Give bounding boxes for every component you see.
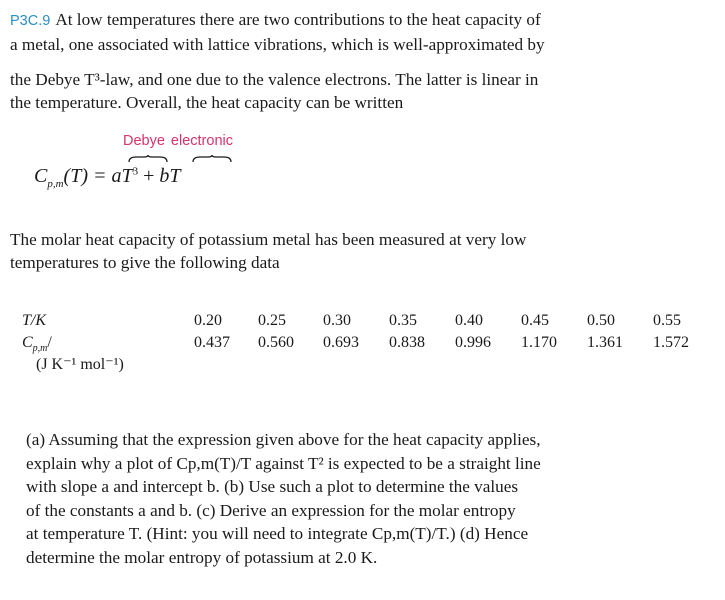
data-intro: [10, 228, 710, 274]
question-line-6: determine the molar entropy of potassium at 2.0 K.: [26, 547, 378, 567]
intro-line-3: the Debye T³-law, and one due to the valence electrons. The latter is linear in: [10, 70, 539, 89]
data-intro-line-1: The molar heat capacity of potassium metal has been measured at very low: [10, 230, 527, 249]
table-cell: 0.25: [258, 312, 286, 329]
intro-line-1: P3C.9 At low temperatures there are two contributions to the heat capacity of: [10, 10, 541, 29]
question-line-1: (a) Assuming that the expression given above for the heat capacity applies,: [26, 430, 541, 449]
annotation-electronic: electronic: [170, 133, 233, 149]
table-cell: 0.40: [455, 312, 483, 329]
table-row-temperature: [10, 312, 703, 334]
problem-intro: [10, 8, 710, 114]
table-cell: 0.838: [389, 334, 425, 351]
electronic-brace-icon: [192, 155, 232, 163]
table-row-heat-capacity: [10, 334, 703, 374]
row-header-heat-capacity: $C_{p,m}/$ (J K⁻¹ mol⁻¹): [10, 334, 194, 374]
intro-line-4: the temperature. Overall, the heat capacity can be written: [10, 93, 404, 112]
question-text: [26, 428, 716, 570]
table-cell: 0.693: [323, 334, 359, 351]
data-intro-line-2: temperatures to give the following data: [10, 253, 280, 272]
table-cell: 0.560: [258, 334, 294, 351]
heat-capacity-equation: $C_{p,m}(T) = aT^3$ + bT: [34, 165, 181, 190]
table-cell: 0.45: [521, 312, 549, 329]
intro-line-2: a metal, one associated with lattice vibrations, which is well-approximated by: [10, 35, 545, 54]
row-header-temperature: T/K: [22, 312, 47, 329]
question-line-5: at temperature T. (Hint: you will need to integrate Cp,m(T)/T.) (d) Hence: [26, 524, 529, 544]
table-cell: 0.35: [389, 312, 417, 329]
question-line-4: of the constants a and b. (c) Derive an expression for the molar entropy: [26, 500, 516, 520]
table-cell: 0.996: [455, 334, 491, 351]
debye-brace-icon: [128, 155, 168, 163]
problem-label: P3C.9: [10, 13, 51, 29]
equation-annotations: [123, 133, 233, 149]
table-cell: 1.170: [521, 334, 557, 351]
annotation-debye: Debye: [123, 133, 165, 149]
table-cell: 1.361: [587, 334, 623, 351]
table-cell: 0.50: [587, 312, 615, 329]
heat-capacity-unit: (J K⁻¹ mol⁻¹): [36, 356, 124, 373]
data-table: [10, 312, 703, 374]
table-cell: 0.437: [194, 334, 230, 351]
table-cell: 0.20: [194, 312, 222, 329]
table-cell: 0.55: [653, 312, 681, 329]
table-cell: 1.572: [653, 334, 689, 351]
question-line-3: with slope a and intercept b. (b) Use such a plot to determine the values: [26, 477, 519, 497]
question-line-2: explain why a plot of Cp,m(T)/T against T² is expected to be a straight line: [26, 453, 541, 473]
table-cell: 0.30: [323, 312, 351, 329]
